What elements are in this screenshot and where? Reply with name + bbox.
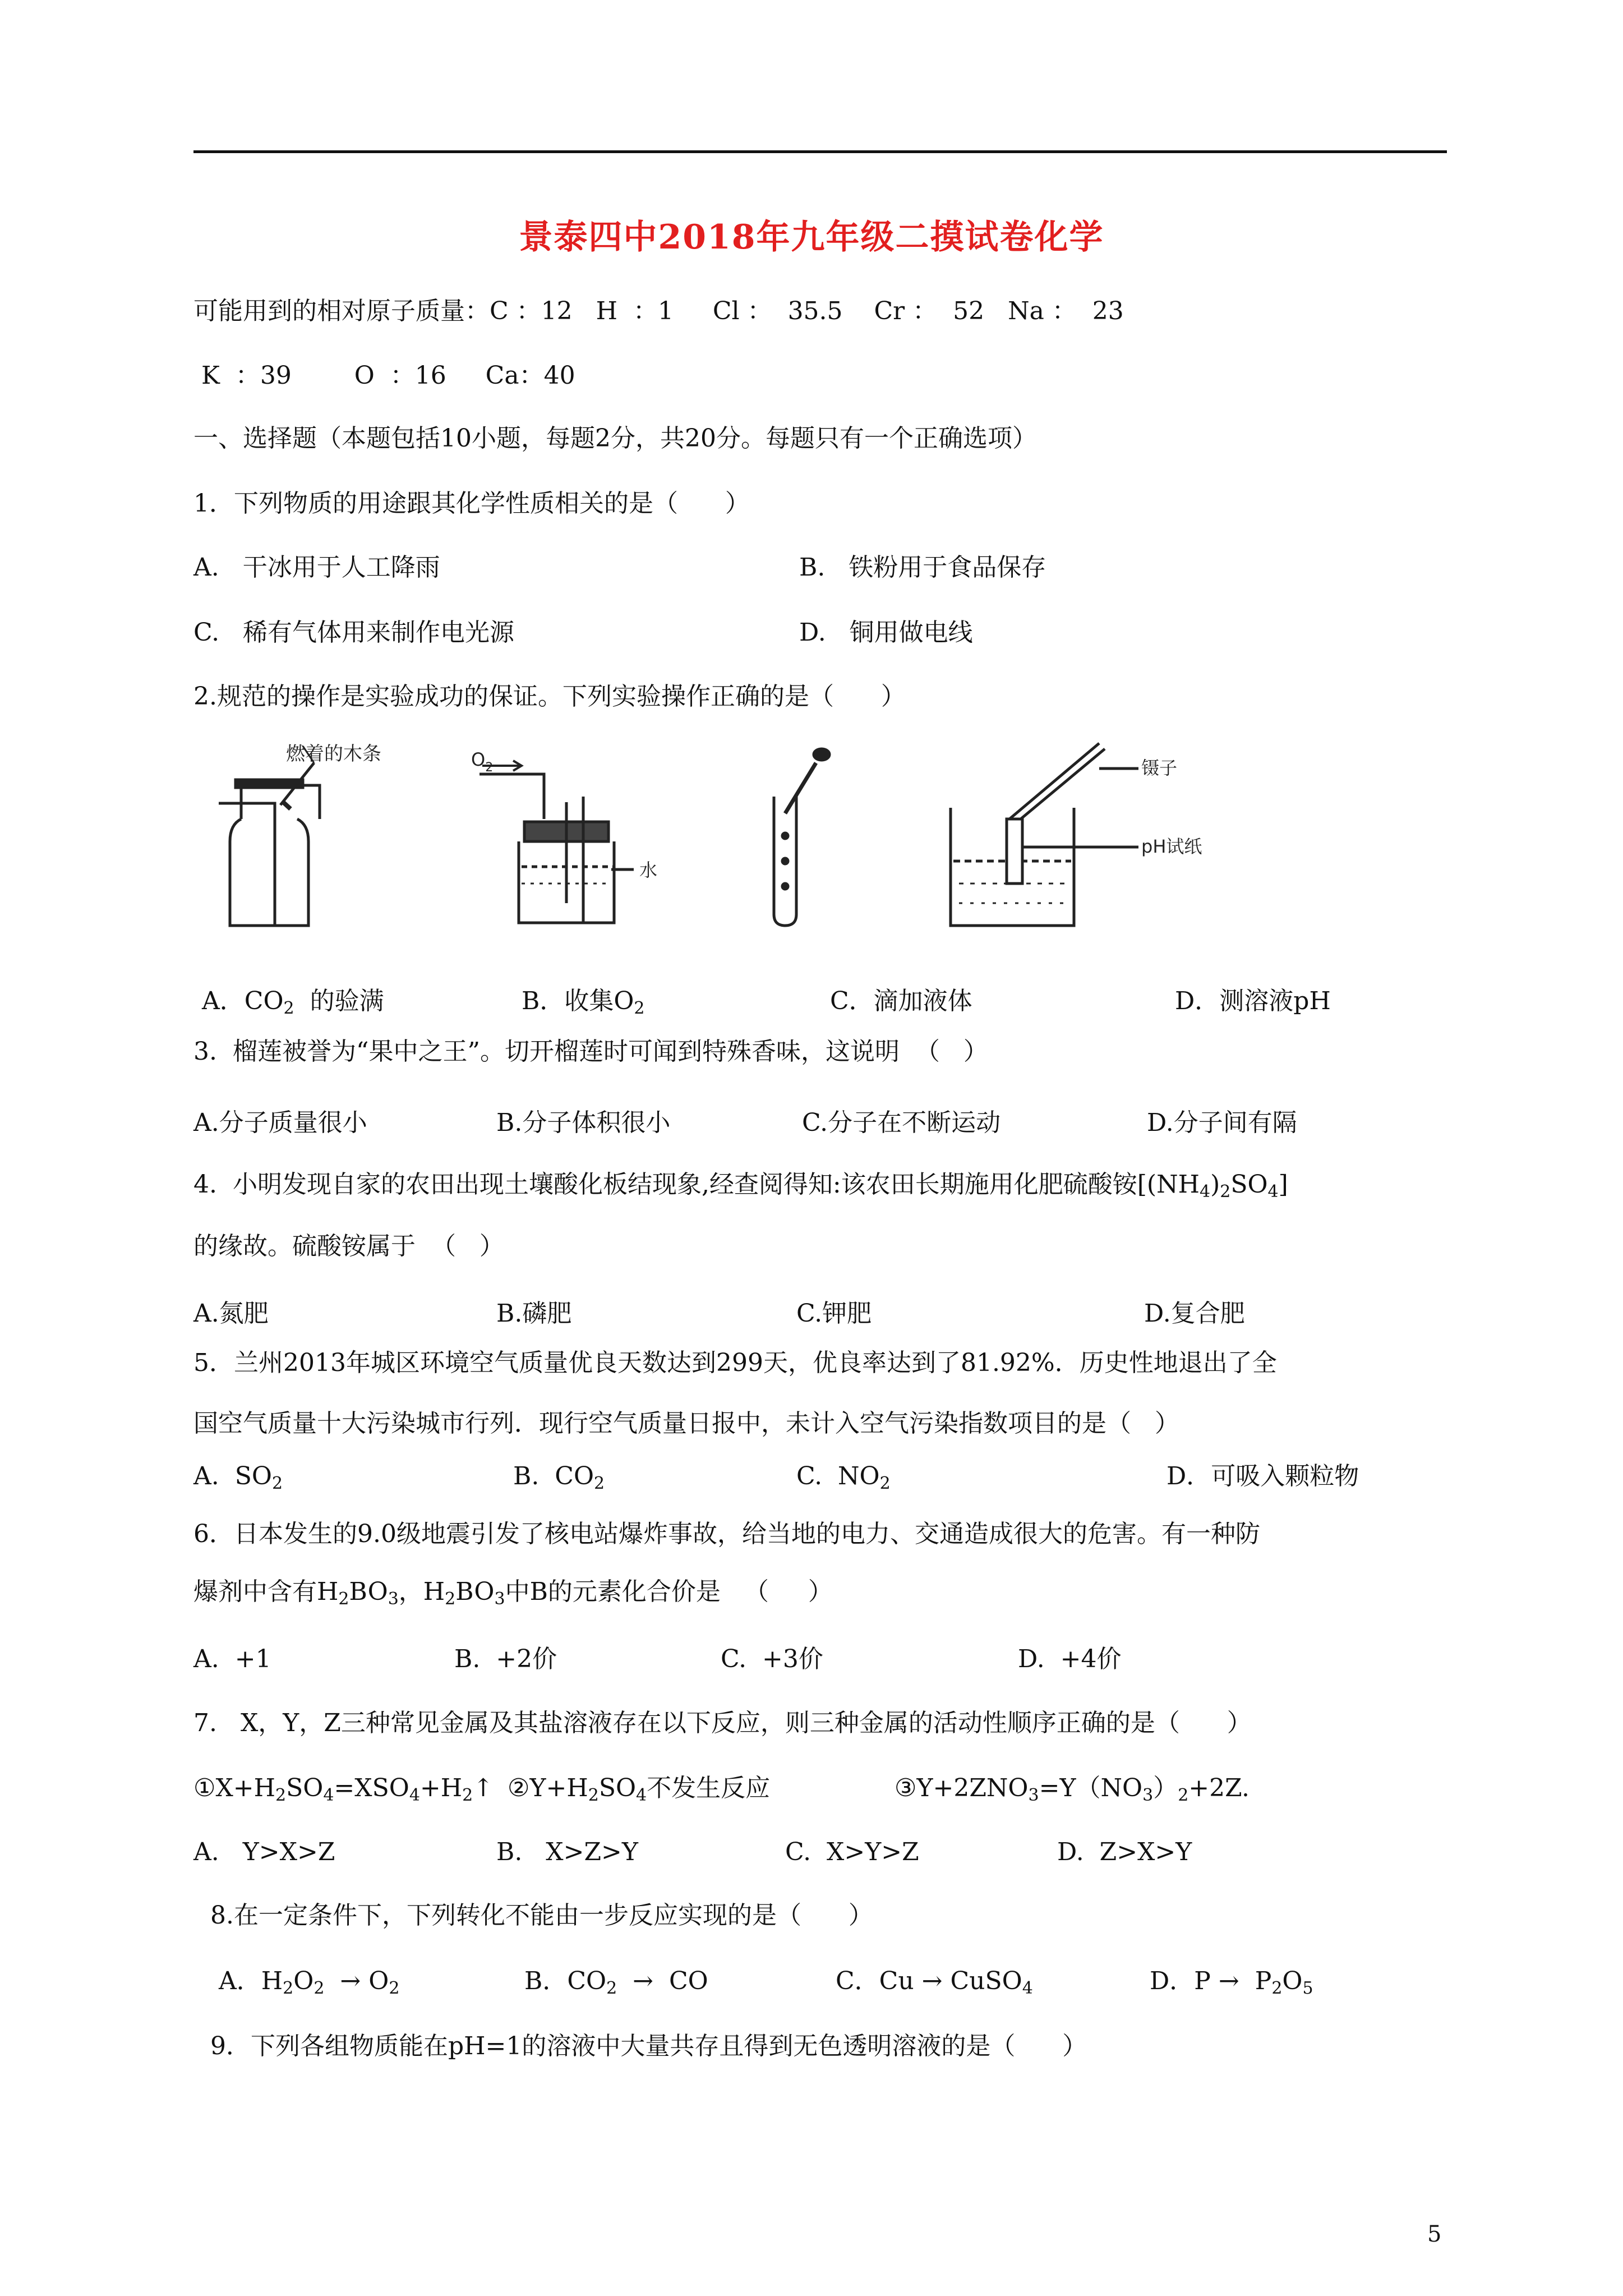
figure-4-label-tweezers: 镊子 [1141,757,1178,779]
question-1-option-d: D. 铜用做电线 [799,618,973,647]
question-3-option-a: A.分子质量很小 [193,1108,367,1137]
page-number: 5 [1427,2221,1442,2247]
question-6-stem-2: 爆剂中含有$H_2BO_3$，$H_2BO_3$中B的元素化合价是 （ ） [193,1577,833,1609]
question-6-option-b: B. +2价 [454,1645,557,1673]
question-1-option-b: B. 铁粉用于食品保存 [799,553,1046,582]
figure-2-label-water: 水 [639,859,658,881]
question-8-option-a: A．$H_2O_2 \to O_2$ [219,1967,400,1998]
figure-4-label-ph-paper: pH试纸 [1141,836,1202,857]
question-7-option-c: C. X>Y>Z [785,1838,919,1866]
question-1-option-c: C. 稀有气体用来制作电光源 [193,618,515,647]
figure-co2-check-full [219,746,320,926]
figure-add-liquid [774,749,829,926]
question-2-option-b: B．收集$O_2$ [522,987,645,1018]
question-6-option-c: C. +3价 [721,1645,823,1673]
atomic-masses-line-2: K ：39 O ：16 Ca：40 [193,361,575,390]
question-7-option-d: D. Z>X>Y [1057,1838,1192,1866]
question-3-option-d: D.分子间有隔 [1147,1108,1297,1137]
question-7-reaction-2: $②Y+H_2SO_4$不发生反应 [508,1774,771,1805]
question-7-option-b: B. X>Z>Y [496,1838,638,1866]
question-5-option-d: D．可吸入颗粒物 [1166,1462,1359,1490]
question-8-option-d: D．$P \to P_2O_5$ [1150,1967,1313,1998]
figure-1-label: 燃着的木条 [286,743,381,765]
question-6-option-a: A. +1 [193,1645,271,1673]
question-8-option-b: B．$CO_2$ → CO [524,1967,708,1998]
question-7-reaction-1: $①X+H_2SO_4=XSO_4+H_2↑$ [193,1774,494,1805]
question-4-option-a: A.氮肥 [193,1299,269,1328]
question-2-stem: 2.规范的操作是实验成功的保证。下列实验操作正确的是（ ） [193,682,906,711]
question-4-option-b: B.磷肥 [496,1299,572,1328]
question-8-stem: 8.在一定条件下，下列转化不能由一步反应实现的是（ ） [210,1901,873,1930]
question-4-stem-2: 的缘故。硫酸铵属于 （ ） [193,1232,504,1260]
question-7-reaction-3: $③Y+2ZNO_3=Y(NO_3)_2+2Z$. [895,1774,1249,1805]
question-7-option-a: A. Y>X>Z [193,1838,335,1866]
question-5-stem-1: 5．兰州2013年城区环境空气质量优良天数达到299天，优良率达到了81.92%．历史性地退出了全 [193,1349,1277,1377]
question-2-option-d: D．测溶液pH [1175,987,1331,1015]
question-3-option-b: B.分子体积很小 [496,1108,671,1137]
question-1-stem: 1．下列物质的用途跟其化学性质相关的是（ ） [193,489,750,518]
question-3-stem: 3. 榴莲被誉为“果中之王”。切开榴莲时可闻到特殊香味，这说明 （ ） [193,1037,988,1066]
question-4-stem: 4. 小明发现自家的农田出现土壤酸化板结现象,经查阅得知:该农田长期施用化肥硫酸铵$[(NH_4)_2SO_4]$ [193,1170,1288,1202]
question-2-option-c: C．滴加液体 [830,987,972,1015]
question-5-option-a: A. $SO_2$ [193,1462,283,1493]
figure-2-label-o2: $O_2$ [471,749,494,775]
header-rule [193,150,1447,153]
question-5-stem-2: 国空气质量十大污染城市行列．现行空气质量日报中，未计入空气污染指数项目的是（ ） [193,1409,1179,1438]
section-heading: 一、选择题（本题包括10小题，每题2分，共20分。每题只有一个正确选项） [193,424,1037,453]
question-9-stem: 9．下列各组物质能在pH=1的溶液中大量共存且得到无色透明溶液的是（ ） [210,2032,1087,2060]
question-1-option-a: A. 干冰用于人工降雨 [193,553,440,582]
question-8-option-c: C．Cu → CuSO$_4$ [836,1967,1033,1998]
question-6-stem-1: 6．日本发生的9.0级地震引发了核电站爆炸事故，给当地的电力、交通造成很大的危害。有一种防 [193,1520,1260,1548]
question-7-stem: 7. X，Y，Z三种常见金属及其盐溶液存在以下反应，则三种金属的活动性顺序正确的是（ ） [193,1709,1252,1737]
question-3-option-c: C.分子在不断运动 [802,1108,1001,1137]
question-4-option-c: C.钾肥 [796,1299,872,1328]
question-2-option-a: A．$CO_2$ 的验满 [202,987,384,1018]
question-2-figures [208,740,1301,942]
question-4-option-d: D.复合肥 [1144,1299,1245,1328]
figure-measure-ph [951,743,1138,926]
atomic-masses-line-1: 可能用到的相对原子质量：C ：12 H ：1 Cl ： 35.5 Cr ： 52 Na ： 23 [193,297,1124,325]
question-6-option-d: D. +4价 [1018,1645,1122,1673]
page-title: 景泰四中2018年九年级二摸试卷化学 [519,218,1104,257]
question-5-option-b: B. $CO_2$ [513,1462,605,1493]
figure-collect-o2 [479,761,634,923]
question-5-option-c: C. $NO_2$ [796,1462,891,1493]
